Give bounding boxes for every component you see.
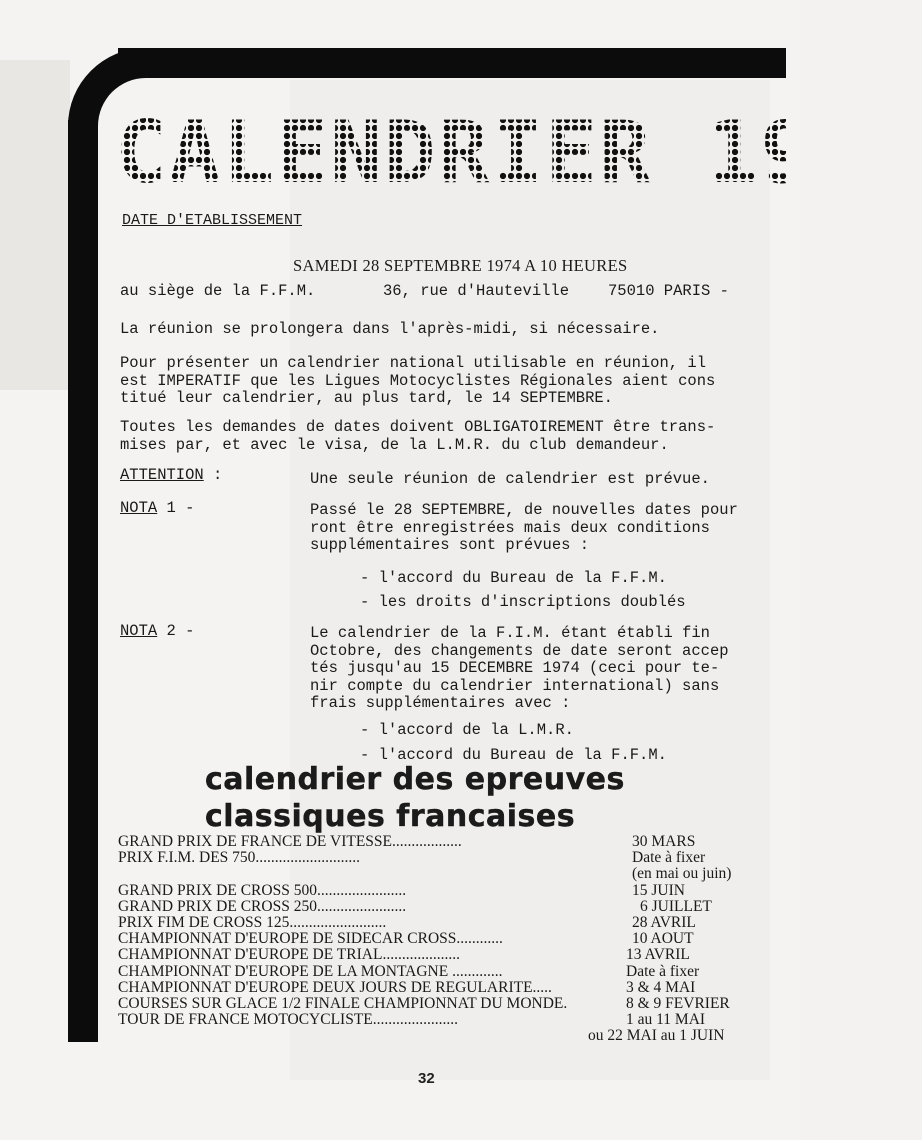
establishment-city: 75010 PARIS - — [608, 282, 729, 300]
nota2-line: nir compte du calendrier international) sans — [310, 676, 720, 695]
event-date: (en mai ou juin) — [632, 865, 732, 883]
page-title: CALENDRIER 1975 — [115, 103, 922, 203]
paragraph-line: Pour présenter un calendrier national utilisable en réunion, il — [120, 354, 706, 372]
event-name: PRIX F.I.M. DES 750........................... — [118, 849, 361, 867]
nota2-num: 2 - — [166, 622, 195, 640]
nota1-label — [120, 499, 194, 517]
event-date: ou 22 MAI au 1 JUIN — [588, 1027, 725, 1045]
establishment-address: 36, rue d'Hauteville — [383, 282, 570, 300]
attention-text: Une seule réunion de calendrier est prévue. — [310, 470, 710, 488]
nota2-label — [120, 622, 194, 640]
frame-left-bar — [68, 120, 98, 1042]
paragraph-demandes — [120, 419, 770, 454]
event-date: 13 AVRIL — [626, 946, 690, 964]
event-name: GRAND PRIX DE FRANCE DE VITESSE.................. — [118, 833, 462, 850]
event-date: Date à fixer — [632, 849, 706, 867]
paragraph-line: mises par, et avec le visa, de la L.M.R. du club demandeur. — [120, 435, 669, 454]
nota1-num: 1 - — [166, 499, 195, 517]
event-name: CHAMPIONNAT D'EUROPE DEUX JOURS DE REGULARITE..... — [118, 978, 552, 996]
event-date: 3 & 4 MAI — [626, 978, 696, 996]
event-name: CHAMPIONNAT D'EUROPE DE TRIAL.................... — [118, 946, 460, 964]
events-title-line1: calendrier des epreuves — [205, 762, 625, 797]
event-date: Date à fixer — [626, 962, 700, 980]
event-name: GRAND PRIX DE CROSS 500....................... — [118, 881, 407, 899]
attention-word: ATTENTION — [120, 466, 204, 484]
nota2-bullet-1: - l'accord de la L.M.R. — [360, 721, 574, 739]
event-date: 28 AVRIL — [632, 914, 696, 931]
paragraph-line: titué leur calendrier, au plus tard, le 14 SEPTEMBRE. — [120, 389, 613, 407]
event-date: 6 JUILLET — [640, 897, 712, 915]
attention-label — [120, 466, 222, 484]
nota2-line: Le calendrier de la F.I.M. étant établi fin — [310, 624, 710, 642]
page-number: 32 — [418, 1070, 435, 1087]
frame-top-bar — [118, 48, 786, 78]
event-date: 10 AOUT — [632, 930, 694, 948]
event-date: 8 & 9 FEVRIER — [626, 995, 730, 1012]
establishment-label: DATE D'ETABLISSEMENT — [122, 212, 303, 229]
nota2-line: Octobre, des changements de date seront accep — [310, 641, 729, 660]
nota2-bullet-2: - l'accord du Bureau de la F.F.M. — [360, 746, 667, 764]
event-date: 1 au 11 MAI — [626, 1011, 706, 1029]
nota1-line: Passé le 28 SEPTEMBRE, de nouvelles dates pour — [310, 501, 738, 519]
event-name: COURSES SUR GLACE 1/2 FINALE CHAMPIONNAT DU MONDE. — [118, 995, 568, 1012]
paragraph-line: est IMPERATIF que les Ligues Motocyclistes Régionales aient cons — [120, 371, 716, 390]
nota1-bullet-2: - les droits d'inscriptions doublés — [360, 593, 686, 611]
event-date: 15 JUIN — [632, 881, 685, 899]
nota1-bullet-1: - l'accord du Bureau de la F.F.M. — [360, 569, 667, 587]
establishment-date: SAMEDI 28 SEPTEMBRE 1974 A 10 HEURES — [293, 256, 628, 275]
nota1-line: supplémentaires sont prévues : — [310, 536, 590, 554]
nota2-word: NOTA — [120, 622, 158, 640]
nota1-line: ront être enregistrées mais deux conditions — [310, 518, 710, 537]
events-title-line2: classiques francaises — [205, 799, 576, 834]
nota2-text — [310, 625, 780, 713]
nota1-text — [310, 502, 780, 555]
event-name: TOUR DE FRANCE MOTOCYCLISTE...................... — [118, 1011, 459, 1029]
event-name: CHAMPIONNAT D'EUROPE DE SIDECAR CROSS............ — [118, 930, 503, 948]
nota2-line: tés jusqu'au 15 DECEMBRE 1974 (ceci pour te- — [310, 659, 720, 677]
event-name: GRAND PRIX DE CROSS 250....................... — [118, 897, 407, 915]
event-name: CHAMPIONNAT D'EUROPE DE LA MONTAGNE ............. — [118, 962, 503, 980]
attention-sep: : — [213, 466, 223, 484]
event-name: PRIX FIM DE CROSS 125......................... — [118, 914, 387, 931]
bleed-through-left — [0, 60, 70, 390]
paragraph-line: La réunion se prolongera dans l'après-midi, si nécessaire. — [120, 320, 660, 338]
establishment-venue: au siège de la F.F.M. — [120, 282, 316, 300]
paragraph-line: Toutes les demandes de dates doivent OBLIGATOIREMENT être trans- — [120, 418, 716, 436]
paragraph-imperatif — [120, 355, 770, 408]
nota1-word: NOTA — [120, 499, 158, 517]
paragraph-afternoon — [120, 321, 770, 339]
nota2-line: frais supplémentaires avec : — [310, 694, 571, 712]
event-date: 30 MARS — [632, 833, 696, 850]
